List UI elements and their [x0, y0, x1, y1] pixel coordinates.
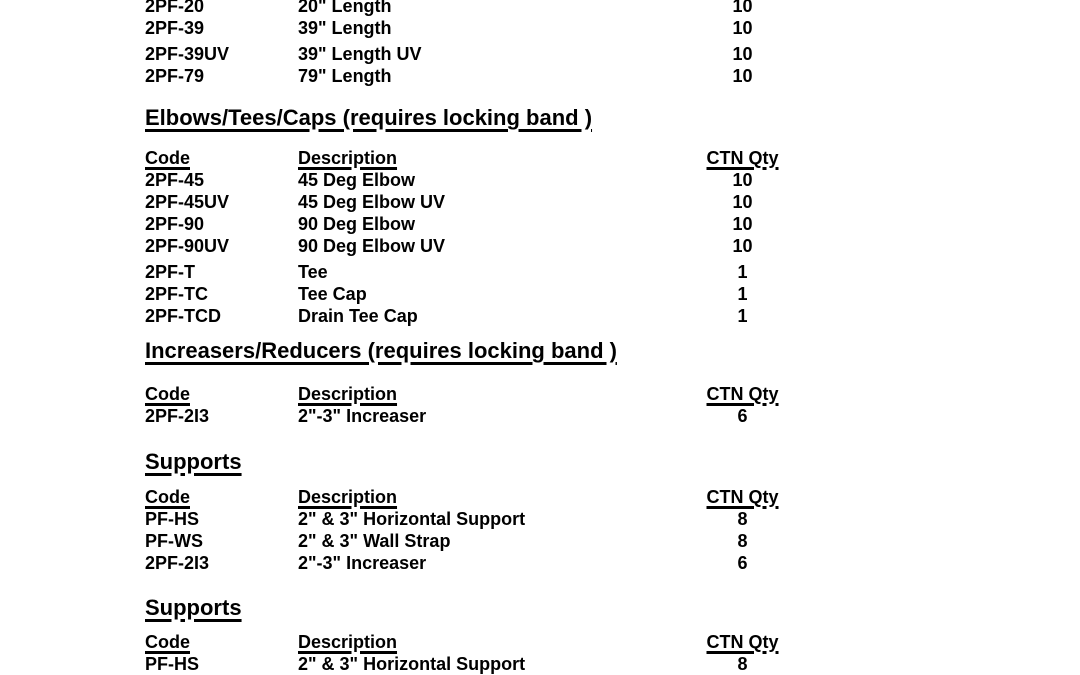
- product-description: 2"-3" Increaser: [298, 406, 427, 426]
- product-description: 2" & 3" Horizontal Support: [298, 509, 526, 529]
- carton-qty: 8: [737, 654, 748, 674]
- section-heading-supports-1: Supports: [145, 449, 242, 474]
- column-header-qty-label: CTN Qty: [706, 632, 779, 652]
- table-row: [145, 552, 825, 574]
- table-row: [145, 0, 825, 17]
- product-code: 2PF-T: [145, 262, 196, 282]
- product-description: 2" & 3" Horizontal Support: [298, 654, 526, 674]
- carton-qty: 10: [732, 192, 753, 212]
- column-header-qty-label: CTN Qty: [706, 384, 779, 404]
- table-row: [145, 169, 825, 191]
- product-code: PF-WS: [145, 531, 203, 551]
- table-row: [145, 653, 825, 675]
- product-code: 2PF-45UV: [145, 192, 230, 212]
- table-header-row: [145, 631, 825, 653]
- table-row: [145, 530, 825, 552]
- table-header-row: [145, 147, 825, 169]
- column-header-qty: [695, 486, 790, 508]
- column-header-qty: [695, 383, 790, 405]
- product-code: 2PF-90: [145, 214, 205, 234]
- table-row: [145, 213, 825, 235]
- table-row: [145, 283, 825, 305]
- section-table-increasers: [145, 383, 825, 427]
- section-table-supports-2: [145, 631, 825, 675]
- product-description: 45 Deg Elbow: [298, 170, 416, 190]
- carton-qty: 1: [737, 262, 748, 282]
- carton-qty: 8: [737, 531, 748, 551]
- carton-qty: 10: [732, 0, 753, 16]
- product-code: PF-HS: [145, 509, 199, 529]
- product-description: Tee Cap: [298, 284, 367, 304]
- column-header-description: Description: [298, 632, 398, 652]
- product-description: 79" Length: [298, 66, 392, 86]
- carton-qty: 6: [737, 553, 748, 573]
- column-header-code: Code: [145, 487, 190, 507]
- product-code: PF-HS: [145, 654, 199, 674]
- section-heading-elbows: Elbows/Tees/Caps (requires locking band ): [145, 105, 593, 130]
- table-row: [145, 405, 825, 427]
- column-header-code: Code: [145, 148, 190, 168]
- carton-qty: 10: [732, 170, 753, 190]
- section-heading-increasers: Increasers/Reducers (requires locking band ): [145, 338, 617, 363]
- table-row: [145, 508, 825, 530]
- carton-qty: 8: [737, 509, 748, 529]
- product-code: 2PF-2I3: [145, 406, 210, 426]
- table-row: [145, 305, 825, 327]
- column-header-code: Code: [145, 384, 190, 404]
- table-row: [145, 191, 825, 213]
- carton-qty: 10: [732, 66, 753, 86]
- product-description: 2"-3" Increaser: [298, 553, 427, 573]
- carton-qty: 10: [732, 236, 753, 256]
- section-heading-supports-2: Supports: [145, 595, 242, 620]
- section-table-lengths-partial: [145, 0, 825, 87]
- product-description: Drain Tee Cap: [298, 306, 418, 326]
- product-code: 2PF-39UV: [145, 44, 230, 64]
- product-code: 2PF-79: [145, 66, 205, 86]
- section-table-supports-1: [145, 486, 825, 574]
- product-description: 20" Length: [298, 0, 392, 16]
- table-row: [145, 65, 825, 87]
- product-description: Tee: [298, 262, 328, 282]
- column-header-description: Description: [298, 487, 398, 507]
- table-row: [145, 17, 825, 39]
- product-code: 2PF-2I3: [145, 553, 210, 573]
- column-header-qty: [695, 147, 790, 169]
- carton-qty: 1: [737, 284, 748, 304]
- table-row: [145, 235, 825, 257]
- column-header-code: Code: [145, 632, 190, 652]
- carton-qty: 6: [737, 406, 748, 426]
- carton-qty: 10: [732, 214, 753, 234]
- product-code: 2PF-20: [145, 0, 205, 16]
- section-table-elbows: [145, 147, 825, 327]
- product-code: 2PF-TCD: [145, 306, 221, 326]
- carton-qty: 10: [732, 44, 753, 64]
- product-code: 2PF-TC: [145, 284, 208, 304]
- product-description: 90 Deg Elbow UV: [298, 236, 446, 256]
- table-header-row: [145, 383, 825, 405]
- product-code: 2PF-45: [145, 170, 205, 190]
- column-header-qty: [695, 631, 790, 653]
- carton-qty: 10: [732, 18, 753, 38]
- table-row: [145, 261, 825, 283]
- product-description: 90 Deg Elbow: [298, 214, 416, 234]
- column-header-description: Description: [298, 148, 398, 168]
- product-description: 45 Deg Elbow UV: [298, 192, 446, 212]
- product-description: 39" Length: [298, 18, 392, 38]
- product-description: 39" Length UV: [298, 44, 422, 64]
- table-row: [145, 43, 825, 65]
- column-header-qty-label: CTN Qty: [706, 148, 779, 168]
- column-header-description: Description: [298, 384, 398, 404]
- product-code: 2PF-90UV: [145, 236, 230, 256]
- table-header-row: [145, 486, 825, 508]
- column-header-qty-label: CTN Qty: [706, 487, 779, 507]
- carton-qty: 1: [737, 306, 748, 326]
- product-description: 2" & 3" Wall Strap: [298, 531, 451, 551]
- product-code: 2PF-39: [145, 18, 205, 38]
